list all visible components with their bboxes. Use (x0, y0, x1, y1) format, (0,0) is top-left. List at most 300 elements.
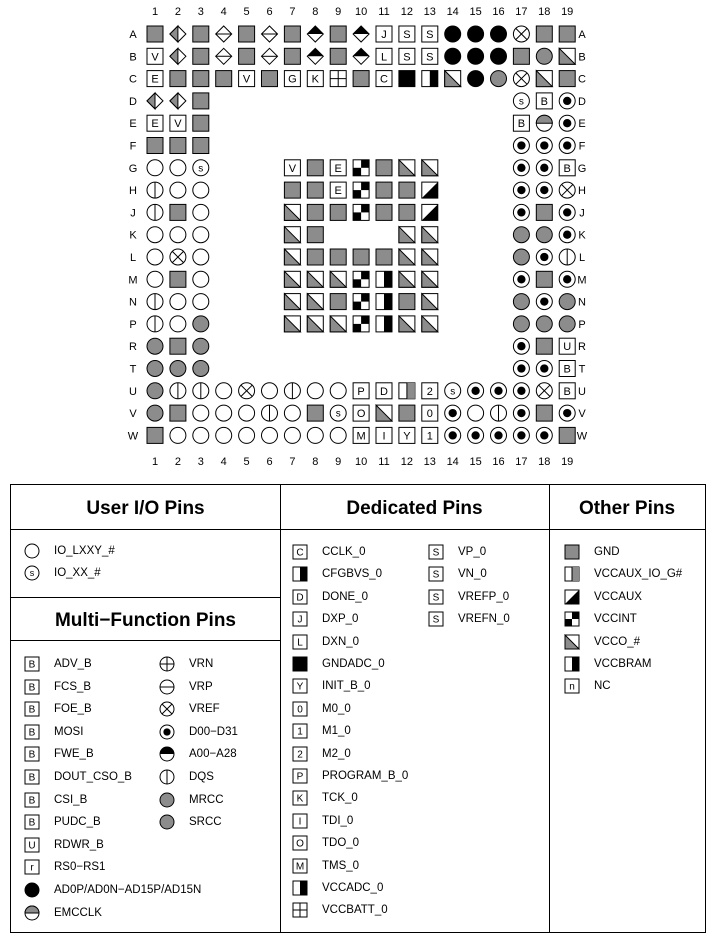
legend-item (292, 857, 359, 875)
pin-b-icon (24, 701, 40, 717)
legend-item-label: VCCAUX (594, 590, 642, 603)
pin-H11-gnd-pin-icon (376, 182, 392, 198)
pin-A18-gnd-pin-icon (536, 26, 552, 42)
svg-text:D: D (296, 592, 304, 604)
pin-U4-io-pin-icon (216, 383, 232, 399)
pin-P8-vcco-pin-icon (307, 316, 323, 332)
pin-B12-pin-s-icon (399, 48, 415, 64)
pin-A17-vref-pin-icon (513, 26, 529, 42)
pin-B9-gnd-pin-icon (330, 48, 346, 64)
multi-function-title: Multi−Function Pins (54, 610, 237, 631)
pin-V13-pin-0-icon (422, 405, 438, 421)
pin-N13-vcco-pin-icon (422, 294, 438, 310)
column-label: 7 (289, 456, 296, 468)
pin-L11-gnd-pin-icon (376, 249, 392, 265)
pin-U19-pin-b-icon (559, 383, 575, 399)
pin-F1-gnd-pin-icon (147, 138, 163, 154)
pin-C7-pin-g-icon (284, 71, 300, 87)
legend-item (292, 789, 358, 807)
pin-B10-ad-diamond-pin-icon (353, 48, 369, 64)
pin-P18-mrcc-pin-icon (536, 316, 552, 332)
pin-B2-dqs-diamond-pin-icon (170, 48, 186, 64)
legend-item (292, 610, 358, 628)
pin-U7-dqs-pin-icon (284, 383, 300, 399)
pin-A16-ad-pin-icon (491, 26, 507, 42)
column-label: 1 (151, 6, 159, 18)
legend-item (564, 677, 611, 695)
pin-l-icon (292, 634, 308, 650)
pin-M2-gnd-pin-icon (170, 271, 186, 287)
legend-item-label: A00−A28 (189, 748, 237, 761)
pin-V11-vcco-pin-icon (376, 405, 392, 421)
pin-b-icon (24, 814, 40, 830)
pin-c-icon (292, 544, 308, 560)
legend-item-label: VRN (189, 658, 214, 670)
svg-text:C: C (296, 547, 304, 559)
legend-item (159, 745, 237, 763)
svg-text:2: 2 (426, 385, 433, 398)
pin-H8-gnd-pin-icon (307, 182, 323, 198)
pin-D19-d00-pin-icon (559, 93, 575, 109)
pin-B3-gnd-pin-icon (193, 48, 209, 64)
pin-E18-emcclk-pin-icon (536, 115, 552, 131)
svg-text:U: U (28, 840, 36, 852)
pin-C16-mrcc-pin-icon (491, 71, 507, 87)
pin-P11-vccbram-pin-icon (376, 316, 392, 332)
pin-L7-vcco-pin-icon (284, 249, 300, 265)
pin-L17-mrcc-pin-icon (513, 249, 529, 265)
row-label: C (578, 73, 586, 86)
pin-V19-d00-pin-icon (559, 405, 575, 421)
pin-N8-vcco-pin-icon (307, 294, 323, 310)
legend-item (24, 791, 87, 809)
legend-item-label: RDWR_B (54, 838, 104, 851)
pin-N3-io-pin-icon (193, 294, 209, 310)
other-title: Other Pins (578, 498, 676, 519)
legend-item (24, 542, 115, 560)
svg-text:S: S (403, 51, 411, 64)
pin-J11-gnd-pin-icon (376, 204, 392, 220)
svg-text:L: L (380, 51, 388, 64)
pin-G9-pin-e-icon (330, 160, 346, 176)
vccbram-pin-icon (564, 656, 580, 672)
pin-N1-dqs-pin-icon (147, 294, 163, 310)
pin-F18-d00-pin-icon (536, 138, 552, 154)
pin-B7-gnd-pin-icon (284, 48, 300, 64)
pin-P12-vcco-pin-icon (399, 316, 415, 332)
pin-j-icon (292, 611, 308, 627)
svg-text:s: s (450, 386, 456, 398)
column-label: 6 (266, 456, 273, 468)
pin-G8-gnd-pin-icon (307, 160, 323, 176)
pin-C6-gnd-pin-icon (262, 71, 278, 87)
pin-F3-gnd-pin-icon (193, 138, 209, 154)
pin-s-icon (428, 566, 444, 582)
svg-text:E: E (151, 118, 159, 131)
pin-K7-vcco-pin-icon (284, 227, 300, 243)
pin-b-icon (24, 746, 40, 762)
legend-item-label: TDI_0 (322, 814, 354, 827)
pin-W18-d00-pin-icon (536, 427, 552, 443)
svg-text:U: U (563, 341, 572, 354)
pin-R17-d00-pin-icon (513, 338, 529, 354)
vccaux-io-pin-icon (564, 566, 580, 582)
column-label: 17 (515, 6, 528, 18)
pin-K1-io-pin-icon (147, 227, 163, 243)
row-label: T (129, 363, 137, 376)
pin-F19-d00-pin-icon (559, 138, 575, 154)
legend-item-label: DXP_0 (322, 613, 359, 626)
row-label: G (577, 162, 587, 175)
pin-W1-gnd-pin-icon (147, 427, 163, 443)
pin-G13-vcco-pin-icon (422, 160, 438, 176)
pin-i-icon (292, 813, 308, 829)
svg-text:r: r (30, 862, 34, 874)
svg-text:C: C (380, 73, 388, 86)
legend-item-label: VCCBATT_0 (322, 904, 388, 917)
vccbatt-pin-icon (292, 902, 308, 918)
pin-C9-vccbatt-pin-icon (330, 71, 346, 87)
pin-U12-vccaux-io-pin-icon (399, 383, 415, 399)
pin-K19-d00-pin-icon (559, 227, 575, 243)
io-xx-pin-icon (24, 565, 40, 581)
svg-text:B: B (28, 682, 36, 694)
legend-item (564, 543, 620, 561)
pin-W5-io-pin-icon (239, 427, 255, 443)
svg-text:s: s (198, 163, 204, 175)
pin-D3-gnd-pin-icon (193, 93, 209, 109)
row-label: U (129, 385, 137, 398)
svg-text:S: S (432, 592, 440, 604)
pin-D18-pin-b-icon (536, 93, 552, 109)
legend-item (24, 881, 201, 899)
pin-W11-pin-i-icon (376, 427, 392, 443)
column-label: 6 (266, 6, 273, 18)
column-label: 13 (423, 456, 436, 468)
column-label: 4 (220, 6, 227, 18)
pin-C15-ad-pin-icon (468, 71, 484, 87)
column-label: 19 (561, 456, 574, 468)
legend-item (24, 655, 92, 673)
legend-item (292, 879, 383, 897)
pin-P3-mrcc-pin-icon (193, 316, 209, 332)
row-label: V (129, 408, 137, 421)
legend-item-label: CFGBVS_0 (322, 568, 383, 581)
pin-E2-pin-v-icon (170, 115, 186, 131)
pin-H13-vccaux-pin-icon (422, 182, 438, 198)
legend-item (159, 700, 220, 718)
legend-item-label: GNDADC_0 (322, 658, 385, 670)
pin-K3-io-pin-icon (193, 227, 209, 243)
divider (549, 529, 705, 530)
pin-n-icon (564, 678, 580, 694)
legend-item (24, 836, 104, 854)
legend-item (428, 565, 487, 583)
legend-item (564, 565, 682, 583)
pin-F17-d00-pin-icon (513, 138, 529, 154)
legend-item (24, 858, 105, 876)
svg-text:S: S (432, 569, 440, 581)
pin-A3-gnd-pin-icon (193, 26, 209, 42)
pin-r-icon (24, 859, 40, 875)
pin-A9-gnd-pin-icon (330, 26, 346, 42)
legend-item (24, 768, 132, 786)
svg-text:E: E (334, 162, 342, 175)
pin-R19-pin-u-icon (559, 338, 575, 354)
row-label: H (578, 185, 586, 198)
svg-text:Y: Y (296, 681, 304, 693)
legend-item-label: NC (594, 680, 611, 693)
pin-U15-d00-pin-icon (468, 383, 484, 399)
svg-text:V: V (151, 51, 159, 64)
pin-2-icon (292, 746, 308, 762)
pin-J13-vccaux-pin-icon (422, 204, 438, 220)
legend-item-label: IO_XX_# (54, 567, 101, 579)
legend-item (292, 633, 359, 651)
pin-G11-gnd-pin-icon (376, 160, 392, 176)
svg-text:S: S (432, 614, 440, 626)
svg-text:1: 1 (426, 430, 433, 443)
column-label: 1 (151, 456, 159, 468)
legend-item-label: VCCO_# (594, 635, 641, 648)
row-label: V (578, 408, 586, 421)
pin-u-icon (24, 837, 40, 853)
svg-text:0: 0 (297, 704, 303, 716)
pin-U9-io-pin-icon (330, 383, 346, 399)
pin-H18-d00-pin-icon (536, 182, 552, 198)
row-label: T (578, 363, 586, 376)
legend-item-label: VCCBRAM (594, 658, 652, 670)
vref-pin-icon (159, 701, 175, 717)
column-label: 2 (174, 6, 181, 18)
pin-o-icon (292, 835, 308, 851)
io-pin-icon (24, 543, 40, 559)
svg-text:O: O (356, 408, 366, 421)
pin-N10-vccint-pin-icon (353, 294, 369, 310)
svg-text:S: S (426, 28, 434, 41)
column-label: 9 (335, 6, 342, 18)
svg-text:s: s (518, 96, 524, 108)
pin-A4-vrp-diamond-pin-icon (216, 26, 232, 42)
pin-U1-mrcc-pin-icon (147, 383, 163, 399)
legend-item (24, 745, 94, 763)
legend-column-dedicated (280, 485, 550, 932)
pin-L19-dqs-pin-icon (559, 249, 575, 265)
pin-W3-io-pin-icon (193, 427, 209, 443)
pin-N9-gnd-pin-icon (330, 294, 346, 310)
legend-item (292, 767, 408, 785)
pin-A13-pin-s-icon (422, 26, 438, 42)
pin-B1-pin-v-icon (147, 48, 163, 64)
pin-L9-gnd-pin-icon (330, 249, 346, 265)
svg-text:I: I (382, 430, 386, 443)
svg-text:S: S (403, 28, 411, 41)
pin-b-icon (24, 724, 40, 740)
legend-column-other (549, 485, 705, 932)
legend-column-io (11, 485, 281, 932)
pin-J7-vcco-pin-icon (284, 204, 300, 220)
column-label: 16 (492, 456, 505, 468)
legend-item (24, 723, 83, 741)
pin-W15-d00-pin-icon (468, 427, 484, 443)
pin-W6-io-pin-icon (262, 427, 278, 443)
pin-J12-gnd-pin-icon (399, 204, 415, 220)
pin-M1-io-pin-icon (147, 271, 163, 287)
pin-M13-vcco-pin-icon (422, 271, 438, 287)
legend-item-label: VCCADC_0 (322, 882, 384, 894)
legend-item-label: VREFP_0 (458, 590, 510, 603)
pin-U6-io-pin-icon (262, 383, 278, 399)
svg-text:G: G (288, 73, 297, 86)
pin-C3-gnd-pin-icon (193, 71, 209, 87)
legend-table (10, 484, 706, 933)
pin-T1-mrcc-pin-icon (147, 361, 163, 377)
legend-item-label: D00−D31 (189, 725, 238, 738)
column-label: 14 (446, 6, 459, 18)
pin-B14-ad-pin-icon (445, 48, 461, 64)
column-label: 9 (335, 456, 342, 468)
legend-item (292, 655, 385, 673)
pin-C18-vcco-pin-icon (536, 71, 552, 87)
pin-N19-mrcc-pin-icon (559, 294, 575, 310)
svg-text:B: B (540, 95, 548, 108)
svg-text:O: O (296, 838, 304, 850)
legend-item-label: TDO_0 (322, 837, 360, 850)
pin-L12-vcco-pin-icon (399, 249, 415, 265)
vccaux-pin-icon (564, 589, 580, 605)
legend-item-label: MOSI (54, 725, 84, 738)
pin-G3-io-xx-pin-icon (193, 160, 209, 176)
legend-item-label: MRCC (189, 793, 224, 806)
legend-item (24, 678, 91, 696)
pin-P1-dqs-pin-icon (147, 316, 163, 332)
legend-item (159, 723, 238, 741)
user-io-title: User I/O Pins (86, 498, 205, 519)
legend-item (292, 812, 353, 830)
pin-W13-pin-1-icon (422, 427, 438, 443)
pin-W7-io-pin-icon (284, 427, 300, 443)
pin-U3-dqs-pin-icon (193, 383, 209, 399)
vcco-pin-icon (564, 634, 580, 650)
pin-K13-vcco-pin-icon (422, 227, 438, 243)
pin-D2-dqs-diamond-pin-icon (170, 93, 186, 109)
pin-W10-pin-m-icon (353, 427, 369, 443)
pin-G12-vcco-pin-icon (399, 160, 415, 176)
pin-H2-io-pin-icon (170, 182, 186, 198)
row-label: P (578, 318, 586, 331)
row-label: R (129, 341, 137, 354)
vccadc-pin-icon (292, 880, 308, 896)
pin-L10-gnd-pin-icon (353, 249, 369, 265)
column-label: 18 (538, 456, 551, 468)
pin-A10-ad-diamond-pin-icon (353, 26, 369, 42)
pin-A8-ad-diamond-pin-icon (307, 26, 323, 42)
legend-item-label: VREFN_0 (458, 613, 510, 626)
svg-text:B: B (517, 118, 526, 131)
pin-C5-pin-v-icon (239, 71, 255, 87)
pin-C4-gnd-pin-icon (216, 71, 232, 87)
pin-R2-gnd-pin-icon (170, 338, 186, 354)
pin-B15-ad-pin-icon (468, 48, 484, 64)
pin-V16-dqs-pin-icon (491, 405, 507, 421)
pin-N7-vcco-pin-icon (284, 294, 300, 310)
legend-item-label: AD0P/AD0N−AD15P/AD15N (54, 884, 202, 896)
pin-P19-mrcc-pin-icon (559, 316, 575, 332)
pin-J9-gnd-pin-icon (330, 204, 346, 220)
pin-V2-gnd-pin-icon (170, 405, 186, 421)
pin-U16-d00-pin-icon (491, 383, 507, 399)
pin-W14-d00-pin-icon (445, 427, 461, 443)
row-label: K (578, 229, 586, 242)
svg-text:1: 1 (297, 726, 303, 738)
column-label: 10 (354, 456, 368, 468)
legend-item (564, 633, 640, 651)
pin-J10-vccint-pin-icon (353, 204, 369, 220)
pin-V3-io-pin-icon (193, 405, 209, 421)
pin-M11-vccbram-pin-icon (376, 271, 392, 287)
vrn-pin-icon (159, 656, 175, 672)
legend-item (292, 700, 351, 718)
row-label: J (130, 207, 136, 220)
pin-A19-gnd-pin-icon (559, 26, 575, 42)
row-label: B (129, 51, 137, 64)
legend-item (428, 588, 509, 606)
pin-M7-vcco-pin-icon (284, 271, 300, 287)
legend-item-label: TCK_0 (322, 792, 358, 805)
svg-text:B: B (28, 727, 36, 739)
pin-E3-gnd-pin-icon (193, 115, 209, 131)
pin-P9-vcco-pin-icon (330, 316, 346, 332)
pin-s-icon (428, 544, 444, 560)
pin-W19-gnd-pin-icon (559, 427, 575, 443)
pin-A12-pin-s-icon (399, 26, 415, 42)
legend-item-label: DONE_0 (322, 590, 369, 603)
column-label: 15 (469, 456, 482, 468)
pin-V1-mrcc-pin-icon (147, 405, 163, 421)
pin-L2-vref-pin-icon (170, 249, 186, 265)
row-label: N (578, 296, 586, 309)
legend-item (564, 610, 637, 628)
row-label: W (576, 430, 588, 443)
pin-B17-gnd-pin-icon (513, 48, 529, 64)
pin-A11-pin-j-icon (376, 26, 392, 42)
row-label: K (129, 229, 137, 242)
pin-H3-io-pin-icon (193, 182, 209, 198)
pin-H9-pin-e-icon (330, 182, 346, 198)
column-label: 11 (378, 6, 390, 18)
row-label: E (578, 118, 586, 131)
legend-item (292, 745, 351, 763)
legend-item-label: VREF (189, 703, 220, 716)
pin-B13-pin-s-icon (422, 48, 438, 64)
pin-U17-d00-pin-icon (513, 383, 529, 399)
pin-G17-d00-pin-icon (513, 160, 529, 176)
column-label: 15 (469, 6, 482, 18)
pin-T18-d00-pin-icon (536, 361, 552, 377)
legend-item-label: FCS_B (54, 680, 92, 693)
pin-W2-io-pin-icon (170, 427, 186, 443)
pin-L18-d00-pin-icon (536, 249, 552, 265)
legend-item (292, 901, 388, 919)
pin-H17-d00-pin-icon (513, 182, 529, 198)
column-label: 19 (561, 6, 574, 18)
cfgbvs-pin-icon (292, 566, 308, 582)
svg-text:B: B (28, 704, 36, 716)
pin-M18-gnd-pin-icon (536, 271, 552, 287)
pin-A2-dqs-diamond-pin-icon (170, 26, 186, 42)
svg-text:V: V (174, 118, 182, 131)
pin-H1-dqs-pin-icon (147, 182, 163, 198)
